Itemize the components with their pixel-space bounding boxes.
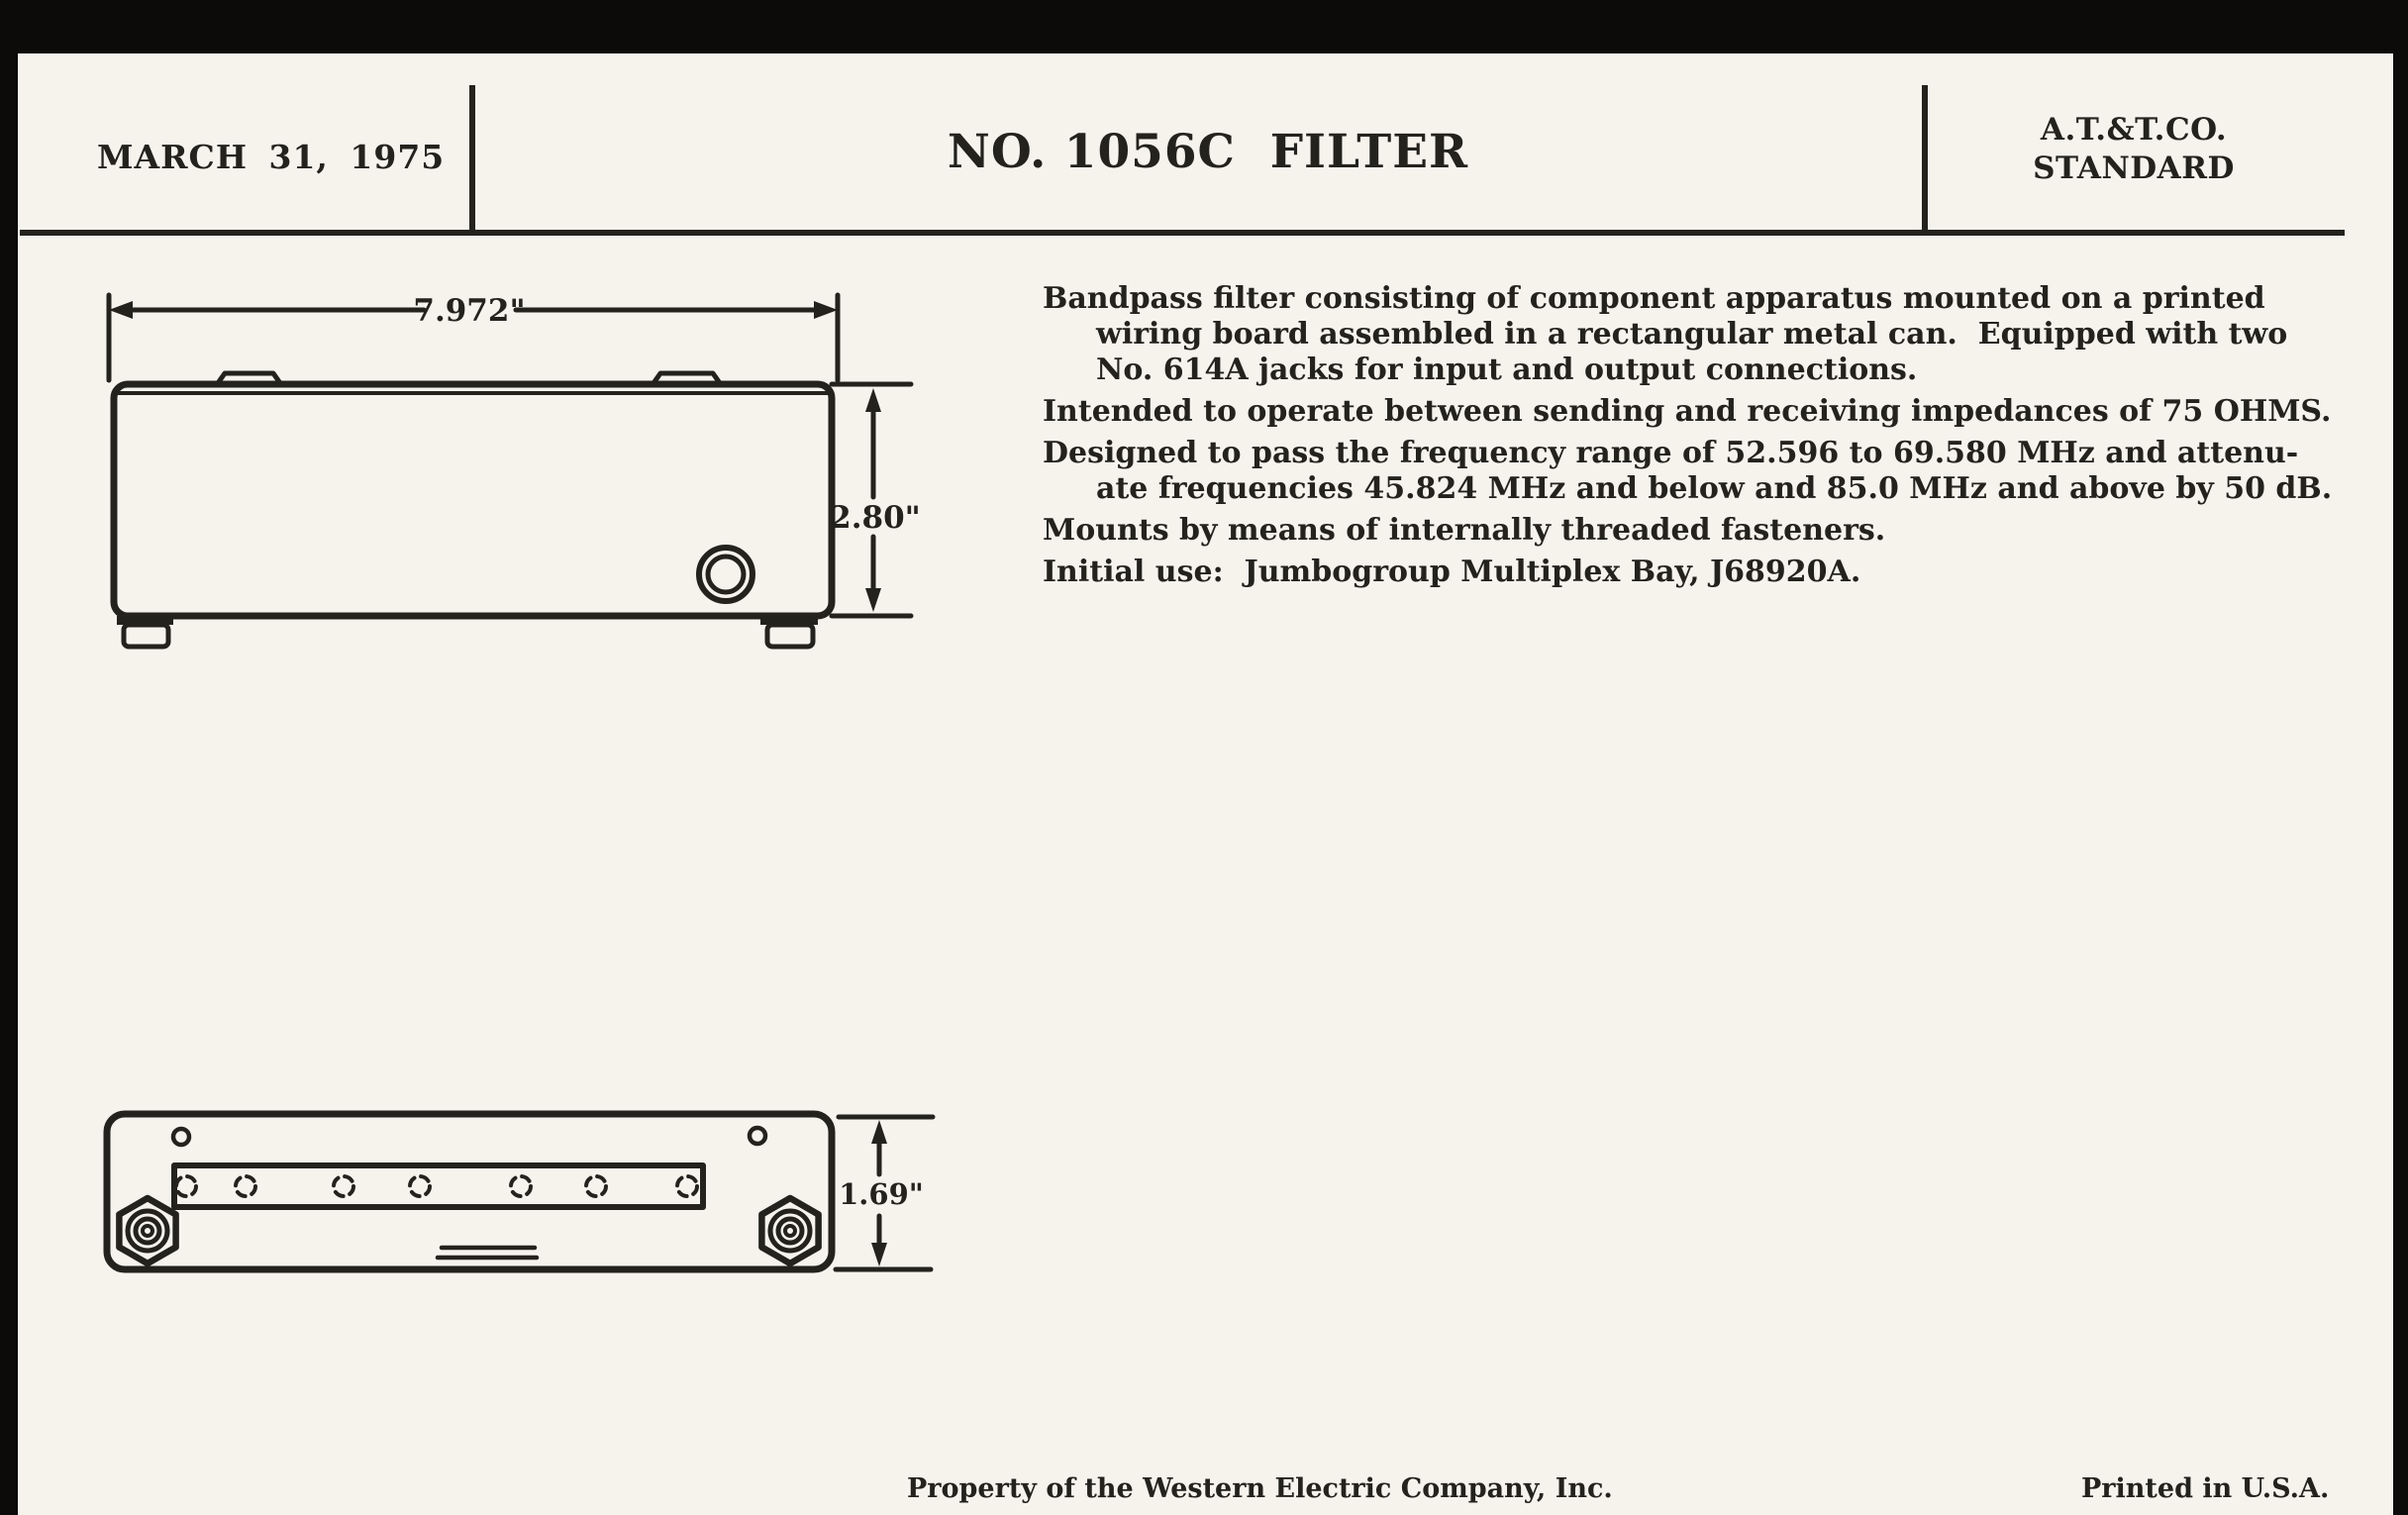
mounting-foot-right [760,616,818,647]
height-dimension-label: 2.80" [830,500,921,536]
dashed-hole [586,1176,606,1196]
scan-border-top [0,0,2408,53]
mounting-foot-left [117,616,173,647]
org-line-2: STANDARD [2033,151,2235,186]
front-view-drawing [79,287,951,663]
jack-circle [699,548,752,601]
dashed-hole [176,1176,196,1196]
paragraph-frequency: Designed to pass the frequency range of 52.596 to 69.580 MHz and attenu- ate frequencies 45.824 MHz and below and 85.0 MHz and above by 50 dB. [1043,436,2333,506]
paragraph-bandpass: Bandpass filter consisting of component apparatus mounted on a printed wiring board assembled in a rectangular metal can. Equipped with two No. 614A jacks for input and output connections. [1043,281,2288,387]
paragraph-initial-use: Initial use: Jumbogroup Multiplex Bay, J68920A. [1043,555,1861,589]
org-line-1: A.T.&T.CO. [2040,112,2228,148]
dashed-hole [236,1176,255,1196]
filter-can-outline [114,384,832,616]
small-hole-left [173,1129,189,1145]
width-dimension [109,293,838,380]
description-block [1043,281,2340,596]
page-title: NO. 1056C FILTER [947,125,1469,179]
printed-in-usa: Printed in U.S.A. [2081,1473,2330,1504]
depth-dimension [836,1117,933,1269]
header-rule [20,230,2345,236]
property-notice: Property of the Western Electric Company, Inc. [907,1473,1613,1504]
dashed-hole [511,1176,531,1196]
dashed-hole [334,1176,353,1196]
dashed-hole-row [176,1176,697,1196]
dashed-hole [677,1176,697,1196]
dashed-hole [410,1176,430,1196]
hex-fastener-right [761,1198,818,1263]
depth-dimension-label: 1.69" [839,1177,924,1211]
paper-page [18,53,2393,1515]
scan-border-left [0,0,18,1515]
height-dimension [830,384,921,616]
paragraph-impedance: Intended to operate between sending and receiving impedances of 75 OHMS. [1043,394,2332,429]
vent-lines [438,1248,537,1258]
top-tab-left [218,373,280,383]
paragraph-mounting: Mounts by means of internally threaded fasteners. [1043,513,1886,548]
document-date: MARCH 31, 1975 [97,138,446,176]
header-divider-right [1922,85,1928,232]
small-hole-right [750,1128,765,1144]
org-standard-label [2023,111,2245,188]
header-divider-left [469,85,475,230]
scan-border-right [2393,0,2408,1515]
bottom-view-drawing [89,1097,960,1295]
width-dimension-label: 7.972" [413,293,526,329]
hex-fastener-left [119,1198,175,1263]
top-tab-right [653,373,720,383]
